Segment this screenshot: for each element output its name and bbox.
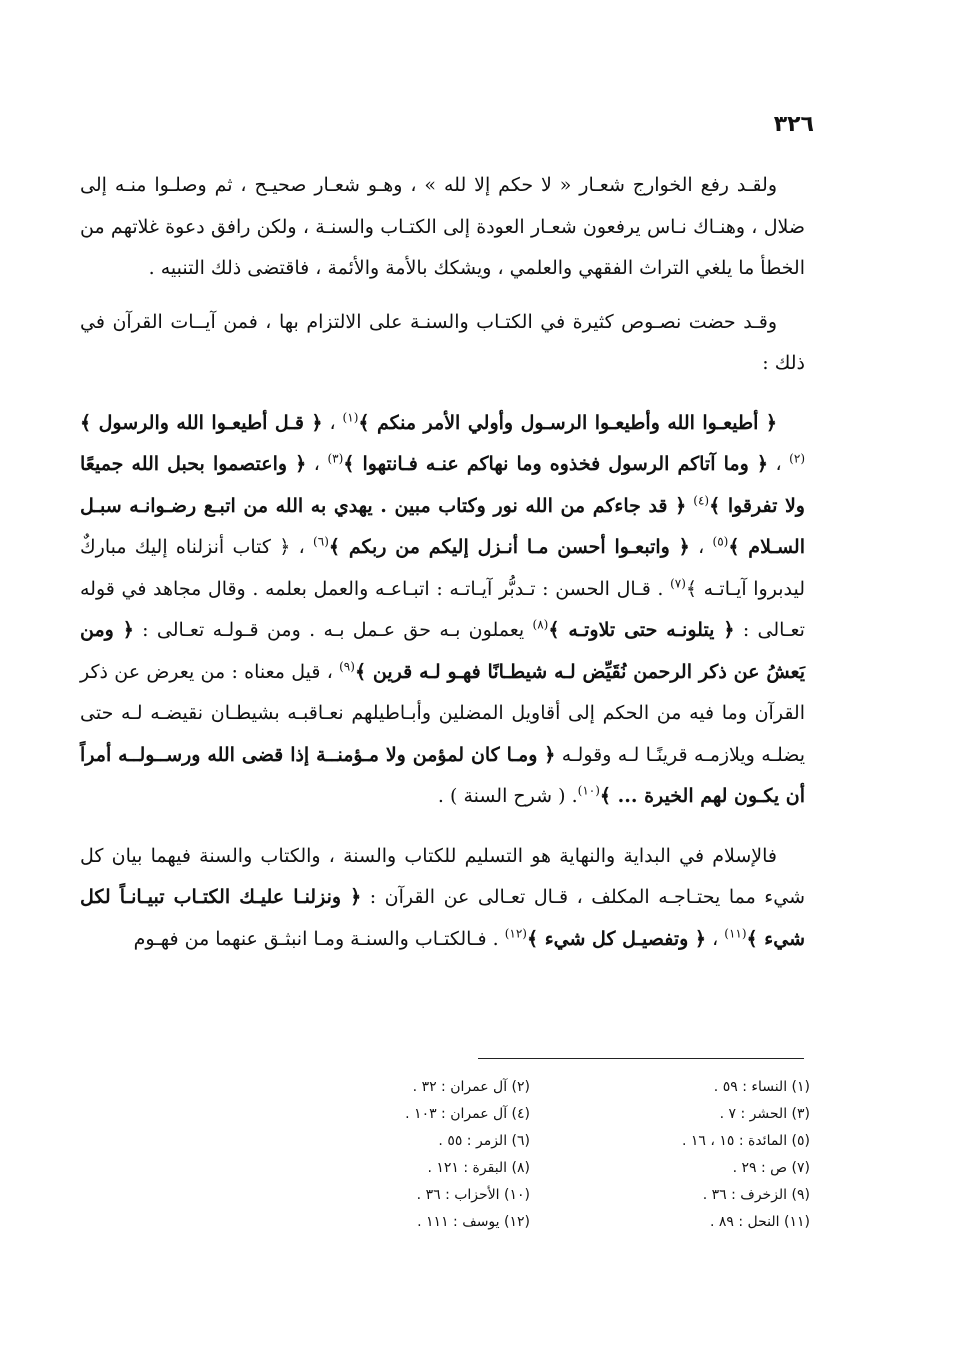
quran-verse: ﴿ وما آتاكم الرسول فخذوه وما نهاكم عنـه فـانتهوا ﴾ <box>343 453 768 475</box>
footnote-ref: (٣) <box>327 451 344 466</box>
text-span: ، <box>306 453 328 475</box>
quran-verse: ﴿ ومن يَعشُ عن ذكر الرحمن نُقَيِّض لـه شيطـانًا فهـو لـه قرين ﴾ <box>80 619 805 683</box>
footnote-item: (٩) الزخرف : ٣٦ . <box>702 1187 810 1203</box>
quran-verse: ﴿ وتفصيـل كل شيء ﴾ <box>526 927 707 950</box>
footnote-item: (١١) النحل : ٨٩ . <box>709 1214 810 1230</box>
footnote-item: (١٢) يوسف : ١١١ . <box>417 1214 530 1230</box>
footnote-item: (٢) آل عمران : ٣٢ . <box>412 1079 530 1095</box>
text-span: ، <box>767 453 790 475</box>
footnote-item: (٤) آل عمران : ١٠٣ . <box>405 1106 530 1122</box>
footnote-item: (٧) ص : ٢٩ . <box>732 1160 810 1176</box>
footnote-item: (١٠) الأحزاب : ٣٦ . <box>416 1187 530 1203</box>
paragraph-2: وقـد حضت نصـوص كثيرة في الكتـاب والسنـة على الالتزام بها ، فمن آيــات القرآن في ذلك : <box>80 310 805 374</box>
quran-verse: ﴿ ومـا كان لمؤمن ولا مـؤمنــة إذا قضى الله ورســولــه أمراً أن يكـون لهم الخيرة ... ﴾ <box>80 743 805 807</box>
footnote-ref: (٢) <box>789 451 805 466</box>
footnote-divider <box>478 1058 804 1059</box>
footnote-ref: (٧) <box>670 576 686 591</box>
quran-verse: ﴿ قد جاءكم من الله نور وكتاب مبين . يهدي به الله من اتبـع رضـوانـه سبـل السـلام ﴾ <box>80 494 805 558</box>
paragraph-4 <box>80 836 805 961</box>
quran-verse: ﴿ قـل أطيعـوا الله والرسول ﴾ <box>80 411 323 434</box>
text-span: ، <box>706 927 725 950</box>
text-span: فالإسلام في البداية والنهاية هو التسليم للكتاب والسنة ، والكتاب والسنة فيهما بيان كل شيء مما يحتـاجـه المكلف ، قـال تعـالى عن القرآن : <box>80 844 805 908</box>
footnote-ref: (١٢) <box>504 926 527 941</box>
footnote-ref: (٥) <box>712 534 729 549</box>
text-span: ، قيل معناه : من يعرض عن ذكر القرآن وما فيه من الحكم إلى أقاويل المضلين وأبـاطيلهم نعـاقبـه بشيطـان نقيضـه لـه حتى يضلـه ويلازمـه قرينًـا لـه وقولـه <box>80 660 806 766</box>
footnote-item: (١) النساء : ٥٩ . <box>713 1079 810 1095</box>
text-span: ، <box>322 411 343 434</box>
footnote-item: (٨) البقرة : ١٢١ . <box>427 1160 530 1176</box>
footnote-item: (٥) المائدة : ١٥ ، ١٦ . <box>681 1133 810 1149</box>
quran-verse: ﴿ واعتصموا بحبل الله جميعًا ولا تفرقوا ﴾ <box>80 453 805 517</box>
footnote-ref: (٨) <box>532 617 549 632</box>
footnote-ref: (٩) <box>339 659 355 674</box>
footnote-ref: (١) <box>342 410 359 425</box>
text-span: ، <box>689 536 713 558</box>
text-span: . فـالكتـاب والسنـة ومـا انبثـق عنهما من فهـوم <box>133 927 505 950</box>
paragraph-3 <box>80 403 805 818</box>
footnote-item: (٣) الحشر : ٧ . <box>719 1106 810 1122</box>
footnote-ref: (١٠) <box>577 783 600 798</box>
quran-verse-plain: ﴿ كتاب أنزلناه إليك مباركٌ ليدبروا آيـاتـه ﴾ <box>80 536 805 600</box>
quran-verse: ﴿ ونزلنـا عليـك الكتـاب تبيـانـاً لكل شيء ﴾ <box>80 886 805 950</box>
quran-verse: ﴿ أطيعـوا الله وأطيعـوا الرسـول وأولي الأمر منكم ﴾ <box>358 411 777 434</box>
paragraph-1: ولقـد رفع الخوارج شعـار « لا حكم إلا لله » ، وهـو شعـار صحيـح ، ثم وصلـوا منـه إلى ضلال ، وهنـاك نـاس يرفعون شعـار العودة إلى الكتـاب والسنـة ، ولكن رافق دعوة غلاتهم من الخطأ ما يلغي التراث الفقهي والعلمي ، ويشكك بالأمة والأئمة ، فاقتضى ذلك التنبيه . <box>80 174 805 279</box>
text-span: . قـال الحسن : تـدبُّر آيـاتـه : اتبـاعـه والعمل بعلمه . وقال مجاهد في قوله تعـالى : <box>80 577 805 641</box>
quran-verse: ﴿ يتلونـه حتى تلاوتـه ﴾ <box>548 619 735 641</box>
footnotes <box>290 1074 810 1236</box>
text-span: . ( شرح السنة ) . <box>437 785 578 807</box>
footnote-ref: (١١) <box>724 926 747 941</box>
footnote-ref: (٦) <box>313 534 329 549</box>
page-number: ٣٢٦ <box>773 112 814 137</box>
footnote-item: (٦) الزمر : ٥٥ . <box>438 1133 530 1149</box>
quran-verse: ﴿ واتبعـوا أحسن مـا أنـزل إليكم من ربكم ﴾ <box>328 536 690 558</box>
text-span: يعملون بـه حق عـمل بـه . ومن قـولـه تعـالى : <box>133 619 533 641</box>
text-span: ، <box>290 536 314 558</box>
main-text <box>80 165 805 960</box>
footnote-ref: (٤) <box>693 493 710 508</box>
